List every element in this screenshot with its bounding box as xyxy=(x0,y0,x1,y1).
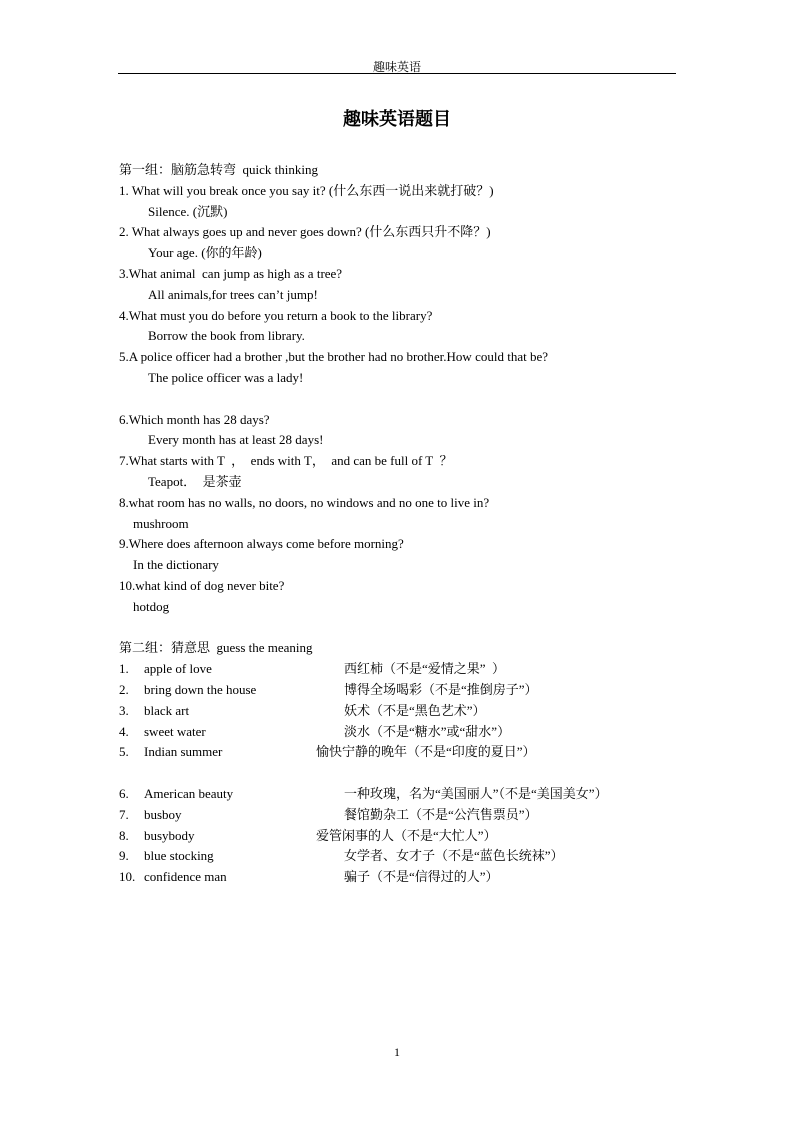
english-phrase: black art xyxy=(144,702,190,718)
chinese-meaning: 骗子（不是“信得过的人”） xyxy=(344,869,499,885)
header-rule xyxy=(118,73,676,74)
english-phrase: blue stocking xyxy=(144,848,214,864)
spacer xyxy=(119,618,679,639)
english-phrase: apple of love xyxy=(144,661,212,677)
page-number: 1 xyxy=(394,1045,400,1059)
chinese-meaning: 一种玫瑰，名为“美国丽人”（不是“美国美女”） xyxy=(344,785,608,801)
answer: In the dictionary xyxy=(133,557,219,573)
group2-list xyxy=(119,659,679,888)
question: 2. What always goes up and never goes down? (什么东西只升不降？) xyxy=(119,224,491,240)
chinese-meaning: 西红柿（不是“爱情之果” ） xyxy=(344,661,506,677)
english-phrase: confidence man xyxy=(144,869,227,885)
group1-heading: 第一组：脑筋急转弯 quick thinking xyxy=(119,162,318,177)
phrase-row xyxy=(119,805,679,826)
question: 4.What must you do before you return a book to the library? xyxy=(119,307,433,323)
phrase-number: 2. xyxy=(119,681,129,697)
phrase-number: 6. xyxy=(119,785,129,801)
phrase-number: 8. xyxy=(119,827,129,843)
phrase-number: 9. xyxy=(119,848,129,864)
answer: mushroom xyxy=(133,515,189,531)
document-title: 趣味英语题目 xyxy=(343,109,451,129)
answer: Silence. (沉默) xyxy=(148,203,228,219)
phrase-number: 5. xyxy=(119,744,129,760)
phrase-row xyxy=(119,659,679,680)
phrase-row xyxy=(119,742,679,763)
phrase-number: 4. xyxy=(119,723,129,739)
spacer xyxy=(119,763,679,784)
english-phrase: bring down the house xyxy=(144,681,257,697)
phrase-number: 7. xyxy=(119,806,129,822)
answer: Teapot． 是茶壶 xyxy=(148,473,242,489)
answer: The police officer was a lady! xyxy=(148,369,304,385)
question: 7.What starts with T ， ends with T， and can be full of T ？ xyxy=(119,453,453,469)
english-phrase: busboy xyxy=(144,806,182,822)
chinese-meaning: 博得全场喝彩（不是“推倒房子”） xyxy=(344,681,538,697)
phrase-row xyxy=(119,784,679,805)
header-text: 趣味英语 xyxy=(372,60,421,74)
chinese-meaning: 愉快宁静的晚年（不是“印度的夏日”） xyxy=(316,744,536,760)
group1-list xyxy=(119,181,679,618)
english-phrase: American beauty xyxy=(144,785,234,801)
english-phrase: Indian summer xyxy=(144,744,223,760)
phrase-row xyxy=(119,722,679,743)
chinese-meaning: 淡水（不是“糖水”或“甜水”） xyxy=(344,723,511,739)
answer: Every month has at least 28 days! xyxy=(148,432,324,448)
answer: Your age. (你的年龄) xyxy=(148,245,262,261)
answer: Borrow the book from library. xyxy=(148,328,305,344)
phrase-number: 10. xyxy=(119,869,136,885)
document-body xyxy=(119,160,679,888)
question: 9.Where does afternoon always come before morning? xyxy=(119,536,404,552)
question: 10.what kind of dog never bite? xyxy=(119,577,285,593)
question: 8.what room has no walls, no doors, no windows and no one to live in? xyxy=(119,494,490,510)
group2-heading: 第二组：猜意思 guess the meaning xyxy=(119,640,313,656)
phrase-row xyxy=(119,846,679,867)
spacer xyxy=(119,389,679,410)
phrase-row xyxy=(119,826,679,847)
phrase-number: 3. xyxy=(119,702,129,718)
phrase-row xyxy=(119,701,679,722)
question: 5.A police officer had a brother ,but the brother had no brother.How could that be? xyxy=(119,349,548,365)
question: 1. What will you break once you say it? (什么东西一说出来就打破？) xyxy=(119,182,494,198)
chinese-meaning: 女学者、女才子（不是“蓝色长统袜”） xyxy=(344,848,564,864)
answer: All animals,for trees can’t jump! xyxy=(148,286,318,302)
english-phrase: busybody xyxy=(144,827,195,843)
chinese-meaning: 妖术（不是“黑色艺术”） xyxy=(344,702,486,718)
phrase-row xyxy=(119,680,679,701)
question: 3.What animal can jump as high as a tree? xyxy=(119,265,343,281)
chinese-meaning: 爱管闲事的人（不是“大忙人”） xyxy=(316,827,497,843)
chinese-meaning: 餐馆勤杂工（不是“公汽售票员”） xyxy=(344,806,538,822)
phrase-row xyxy=(119,867,679,888)
question: 6.Which month has 28 days? xyxy=(119,411,270,427)
phrase-number: 1. xyxy=(119,661,129,677)
english-phrase: sweet water xyxy=(144,723,206,739)
answer: hotdog xyxy=(133,598,170,614)
